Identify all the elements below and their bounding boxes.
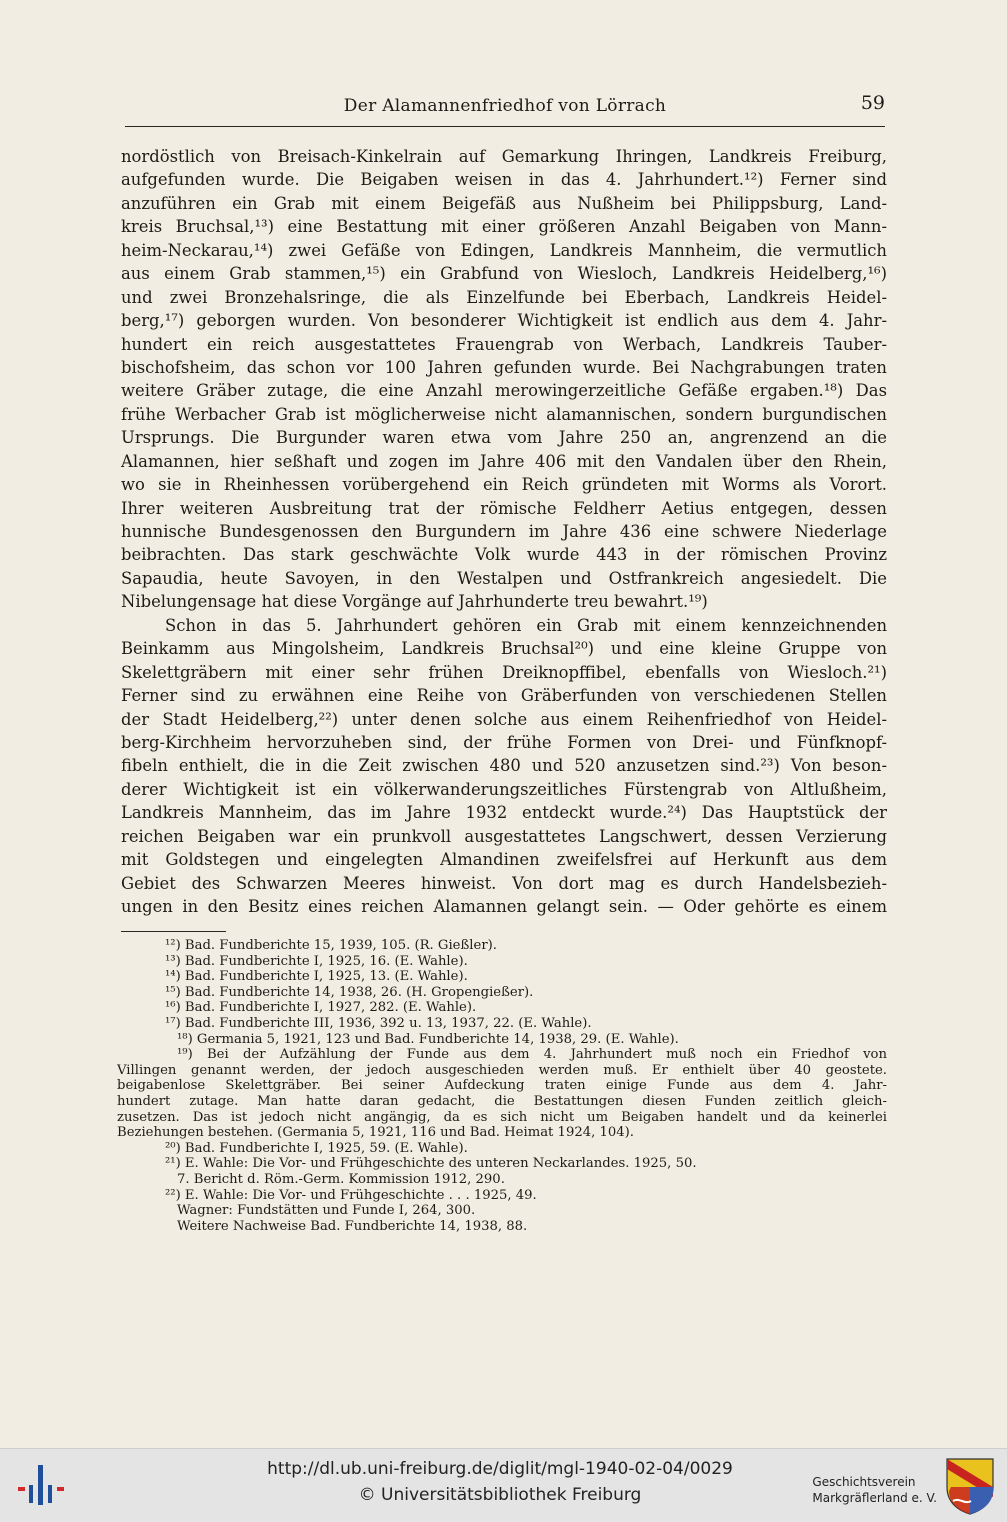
footnote-separator (121, 931, 226, 932)
text-line: Landkreis Mannheim, das im Jahre 1932 entdeckt wurde.²⁴) Das Hauptstück der (121, 803, 887, 823)
text-line: Schon in das 5. Jahrhundert gehören ein Grab mit einem kennzeichnenden (165, 615, 887, 635)
text-line: Gebiet des Schwarzen Meeres hinweist. Von dort mag es durch Handelsbezieh- (121, 873, 887, 893)
text-line: hundert ein reich ausgestattetes Frauengrab von Werbach, Landkreis Tauber- (121, 334, 887, 354)
footnote-line: Wagner: Fundstätten und Funde I, 264, 300. (177, 1203, 476, 1219)
footnote-line: ²²) E. Wahle: Die Vor- und Frühgeschichte . . . 1925, 49. (165, 1187, 537, 1203)
text-line: beibrachten. Das stark geschwächte Volk wurde 443 in der römischen Provinz (121, 545, 887, 565)
text-line: mit Goldstegen und eingelegten Almandinen zweifelsfrei auf Herkunft aus dem (121, 850, 887, 870)
coat-of-arms-icon (945, 1457, 995, 1515)
footnote-line: Villingen genannt werden, der jedoch ausgeschieden werden muß. Er enthielt über 40 geostete. (117, 1062, 887, 1078)
text-line: nordöstlich von Breisach-Kinkelrain auf Gemarkung Ihringen, Landkreis Freiburg, (121, 147, 887, 166)
paragraph-1 (121, 145, 887, 614)
text-line: Ferner sind zu erwähnen eine Reihe von Gräberfunden von verschiedenen Stellen (121, 686, 887, 706)
text-line: Ursprungs. Die Burgunder waren etwa vom Jahre 250 an, angrenzend an die (121, 428, 887, 448)
running-head (125, 92, 885, 127)
body-text (121, 145, 887, 918)
footnote-line: ¹⁵) Bad. Fundberichte 14, 1938, 26. (H. Gropengießer). (165, 984, 534, 1000)
footnote-line: ¹⁷) Bad. Fundberichte III, 1936, 392 u. 13, 1937, 22. (E. Wahle). (165, 1015, 592, 1031)
paragraph-2 (121, 614, 887, 919)
footnote-line: ¹³) Bad. Fundberichte I, 1925, 16. (E. Wahle). (165, 953, 468, 969)
footnote-line: beigabenlose Skelettgräber. Bei seiner Aufdeckung traten einige Funde aus dem 4. Jahr- (117, 1078, 887, 1094)
society-line-1: Geschichtsverein (812, 1475, 916, 1489)
text-line: frühe Werbacher Grab ist möglicherweise nicht alamannischen, sondern burgundischen (121, 404, 887, 424)
text-line: Skelettgräbern mit einer sehr frühen Dreiknopffibel, ebenfalls von Wiesloch.²¹) (121, 662, 887, 682)
text-line: fibeln enthielt, die in die Zeit zwischen 480 und 520 anzusetzen sind.²³) Von beson- (121, 756, 887, 776)
text-line: derer Wichtigkeit ist ein völkerwanderungszeitliches Fürstengrab von Altlußheim, (121, 779, 887, 799)
footnote-line: ²⁰) Bad. Fundberichte I, 1925, 59. (E. Wahle). (165, 1140, 468, 1156)
text-line: hunnische Bundesgenossen den Burgundern im Jahre 436 eine schwere Niederlage (121, 522, 887, 541)
text-line: der Stadt Heidelberg,²²) unter denen solche aus einem Reihenfriedhof von Heidel- (121, 709, 887, 729)
text-line: berg-Kirchheim hervorzuheben sind, der frühe Formen von Drei- und Fünfknopf- (121, 732, 887, 752)
footnote-line: ¹⁴) Bad. Fundberichte I, 1925, 13. (E. Wahle). (165, 969, 468, 985)
footer-bar (0, 1448, 1007, 1522)
footnote-line: Weitere Nachweise Bad. Fundberichte 14, 1938, 88. (177, 1218, 528, 1234)
footnote-line: zusetzen. Das ist jedoch nicht angängig, da es sich nicht um Beigaben handelt und da keinerlei (117, 1109, 887, 1125)
text-line: aus einem Grab stammen,¹⁵) ein Grabfund von Wiesloch, Landkreis Heidelberg,¹⁶) (121, 264, 887, 284)
text-line: aufgefunden wurde. Die Beigaben weisen in das 4. Jahrhundert.¹²) Ferner sind (121, 170, 887, 190)
source-url-link[interactable]: http://dl.ub.uni-freiburg.de/diglit/mgl-1940-02-04/0029 (267, 1459, 733, 1479)
footnote-line: 7. Bericht d. Röm.-Germ. Kommission 1912, 290. (177, 1171, 505, 1187)
footnote-line: hundert zutage. Man hatte daran gedacht, die Bestattungen diesen Funden zeitlich gleich- (117, 1093, 887, 1109)
text-line: heim-Neckarau,¹⁴) zwei Gefäße von Edingen, Landkreis Mannheim, die vermutlich (121, 240, 887, 260)
page-number: 59 (860, 92, 885, 114)
society-name (812, 1474, 937, 1506)
text-line: kreis Bruchsal,¹³) eine Bestattung mit einer größeren Anzahl Beigaben von Mann- (121, 217, 887, 237)
footnotes (117, 938, 887, 1234)
footnote-line: ¹²) Bad. Fundberichte 15, 1939, 105. (R. Gießler). (165, 938, 497, 953)
text-line: und zwei Bronzehalsringe, die als Einzelfunde bei Eberbach, Landkreis Heidel- (121, 287, 887, 307)
footnote-line: ¹⁹) Bei der Aufzählung der Funde aus dem 4. Jahrhundert muß noch ein Friedhof von (177, 1047, 887, 1063)
text-line: berg,¹⁷) geborgen wurden. Von besonderer Wichtigkeit ist endlich aus dem 4. Jahr- (121, 311, 887, 331)
text-line: anzuführen ein Grab mit einem Beigefäß aus Nußheim bei Philippsburg, Land- (121, 193, 887, 213)
text-line: Beinkamm aus Mingolsheim, Landkreis Bruchsal²⁰) und eine kleine Gruppe von (121, 639, 887, 659)
running-title: Der Alamannenfriedhof von Lörrach (343, 96, 667, 116)
copyright-text: © Universitätsbibliothek Freiburg (358, 1485, 642, 1505)
footnote-line: ²¹) E. Wahle: Die Vor- und Frühgeschichte des unteren Neckarlandes. 1925, 50. (165, 1156, 697, 1172)
ub-freiburg-logo-icon[interactable] (18, 1463, 64, 1507)
text-line: Nibelungensage hat diese Vorgänge auf Jahrhunderte treu bewahrt.¹⁹) (121, 592, 708, 612)
text-line: weitere Gräber zutage, die eine Anzahl merowingerzeitliche Gefäße ergaben.¹⁸) Das (121, 381, 887, 401)
text-line: Ihrer weiteren Ausbreitung trat der römische Feldherr Aetius entgegen, dessen (121, 498, 887, 518)
footnote-line: Beziehungen bestehen. (Germania 5, 1921, 116 und Bad. Heimat 1924, 104). (117, 1125, 635, 1141)
text-line: Alamannen, hier seßhaft und zogen im Jahre 406 mit den Vandalen über den Rhein, (121, 451, 887, 471)
text-line: wo sie in Rheinhessen vorübergehend ein Reich gründeten mit Worms als Vorort. (121, 475, 887, 495)
society-line-2: Markgräflerland e. V. (812, 1491, 937, 1505)
text-line: Sapaudia, heute Savoyen, in den Westalpen und Ostfrankreich angesiedelt. Die (121, 568, 887, 588)
text-line: ungen in den Besitz eines reichen Alamannen gelangt sein. — Oder gehörte es einem (121, 897, 887, 916)
text-line: reichen Beigaben war ein prunkvoll ausgestattetes Langschwert, dessen Verzierung (121, 826, 887, 846)
footnote-line: ¹⁶) Bad. Fundberichte I, 1927, 282. (E. Wahle). (165, 1000, 477, 1016)
footnote-line: ¹⁸) Germania 5, 1921, 123 und Bad. Fundberichte 14, 1938, 29. (E. Wahle). (177, 1031, 679, 1047)
text-line: bischofsheim, das schon vor 100 Jahren gefunden wurde. Bei Nachgrabungen traten (121, 357, 887, 377)
